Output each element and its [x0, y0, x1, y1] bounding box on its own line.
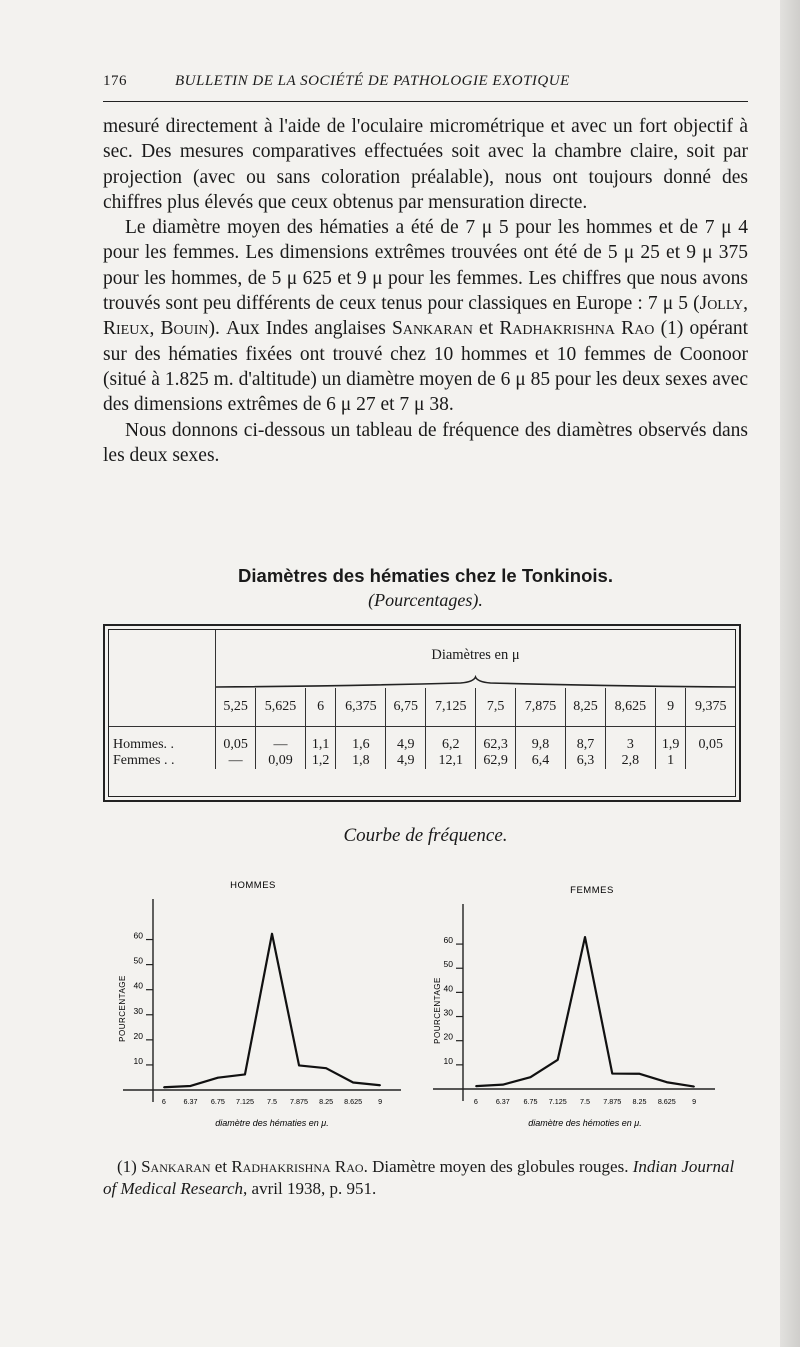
- table-cell: 2,8: [606, 753, 656, 769]
- x-tick-label: 7.5: [267, 1097, 277, 1106]
- table-group-header: Diamètres en μ: [431, 646, 520, 663]
- column-header: 9,375: [686, 688, 735, 726]
- paragraph-1: mesuré directement à l'aide de l'oculaire micrométrique et avec un fort objectif à sec. Des mesures comparatives effectuées soit avec la chambre claire, soit par projection (avec ou sans coloration préalable), nous ont toujours donné des chiffres plus élevés que ceux obtenus par mensuration directe.: [103, 116, 748, 213]
- table-cell: —: [256, 726, 306, 753]
- chart-hommes: [103, 872, 413, 1134]
- y-tick-label: 10: [133, 1055, 143, 1066]
- data-point: [352, 1082, 354, 1084]
- x-tick-label: 9: [378, 1097, 383, 1106]
- conjunction: et: [472, 318, 500, 340]
- y-tick-label: 50: [443, 959, 453, 970]
- column-header: 5,25: [216, 688, 256, 726]
- y-tick-label: 20: [443, 1031, 453, 1042]
- x-axis-label: diamètre des hémoties en μ.: [528, 1118, 642, 1128]
- column-header: 7,875: [516, 688, 566, 726]
- y-tick-label: 50: [133, 955, 143, 966]
- y-tick-label: 30: [133, 1005, 143, 1016]
- column-header: 7,5: [476, 688, 516, 726]
- author-bouin: Bouin: [160, 318, 209, 340]
- table-cell: 0,05: [686, 726, 735, 753]
- column-header: 6,375: [336, 688, 386, 726]
- footnote-author-rao: Radhakrishna Rao: [231, 1157, 364, 1176]
- data-point: [584, 936, 586, 938]
- y-axis-label: POURCENTAGE: [433, 977, 442, 1044]
- journal-title: BULLETIN DE LA SOCIÉTÉ DE PATHOLOGIE EXOTIQUE: [175, 73, 570, 89]
- data-point: [217, 1077, 219, 1079]
- row-label-hommes: Hommes. .: [113, 736, 175, 752]
- table-group-header-cell: [216, 630, 736, 688]
- y-tick-label: 20: [133, 1030, 143, 1041]
- y-tick-label: 30: [443, 1007, 453, 1018]
- x-tick-label: 7.875: [603, 1097, 622, 1106]
- x-tick-label: 8.625: [344, 1097, 363, 1106]
- column-header: 8,25: [565, 688, 605, 726]
- data-point: [611, 1073, 613, 1075]
- footnote-author-sankaran: Sankaran: [141, 1157, 211, 1176]
- paragraph-2: [103, 215, 748, 417]
- series-line: [476, 937, 694, 1087]
- chart-title: FEMMES: [570, 885, 614, 896]
- table-cell: 62,3: [476, 726, 516, 753]
- data-point: [530, 1076, 532, 1078]
- x-tick-label: 7.125: [548, 1097, 567, 1106]
- author-sankaran: Sankaran: [391, 318, 473, 340]
- data-point: [502, 1084, 504, 1086]
- series-line: [164, 934, 380, 1087]
- table-cell: 1,2: [305, 753, 336, 769]
- x-tick-label: 8.25: [319, 1097, 334, 1106]
- table-cell: 6,2: [426, 726, 476, 753]
- body-text: [103, 114, 748, 468]
- table-corner: [109, 688, 216, 726]
- footnote-number: (1): [117, 1157, 142, 1176]
- data-point: [379, 1084, 381, 1086]
- paragraph-2-part-c: (1) opérant sur des hématies fixées ont trouvé chez 10 hommes et 10 femmes de Coonoor (situé à 1.825 m. d'altitude) un diamètre moyen de 6 μ 85 pour les deux sexes avec des dimensions extrêmes de 6 μ 27 et 7 μ 38.: [103, 318, 749, 416]
- table-cell: 3: [606, 726, 656, 753]
- column-header: 6,75: [386, 688, 426, 726]
- chart-femmes: [420, 877, 720, 1134]
- frequency-table: [103, 624, 741, 802]
- y-tick-label: 60: [133, 930, 143, 941]
- data-point: [693, 1086, 695, 1088]
- table-cell: —: [216, 753, 256, 769]
- separator: ,: [149, 318, 161, 340]
- chart-title: HOMMES: [230, 880, 276, 891]
- author-rieux: Rieux: [103, 318, 150, 340]
- page-number: 176: [103, 73, 127, 89]
- y-axis-label: POURCENTAGE: [118, 975, 127, 1042]
- table-cell: 1,6: [336, 726, 386, 753]
- y-tick-label: 10: [443, 1055, 453, 1066]
- table-cell: 4,9: [386, 753, 426, 769]
- y-tick-label: 40: [133, 980, 143, 991]
- column-header: 5,625: [256, 688, 306, 726]
- data-point: [666, 1081, 668, 1083]
- table-cell: 8,7: [565, 726, 605, 753]
- table-cell: 1,8: [336, 753, 386, 769]
- data-point: [639, 1073, 641, 1075]
- x-tick-label: 6: [473, 1097, 478, 1106]
- author-jolly: Jolly: [699, 293, 744, 315]
- page-edge-shadow: [780, 0, 800, 1347]
- x-tick-label: 7.125: [235, 1097, 254, 1106]
- column-header: 9: [655, 688, 686, 726]
- x-tick-label: 6.75: [210, 1097, 225, 1106]
- x-tick-label: 7.875: [290, 1097, 309, 1106]
- table-cell: 62,9: [476, 753, 516, 769]
- brace: [216, 674, 735, 688]
- table-cell: 1,1: [305, 726, 336, 753]
- table-subtitle: (Pourcentages).: [368, 590, 483, 610]
- table-cell: 4,9: [386, 726, 426, 753]
- footnote-conjunction: et: [210, 1157, 232, 1176]
- column-header: 6: [305, 688, 336, 726]
- figure-caption: Courbe de fréquence.: [343, 825, 508, 846]
- table-cell: 0,09: [256, 753, 306, 769]
- data-point: [557, 1059, 559, 1061]
- column-header: 7,125: [426, 688, 476, 726]
- x-tick-label: 6.37: [183, 1097, 198, 1106]
- data-point: [163, 1086, 165, 1088]
- y-tick-label: 40: [443, 983, 453, 994]
- paragraph-2-part-b: ). Aux Indes anglaises: [208, 318, 392, 340]
- footnote-journal: Indian Journal of Medical Research: [103, 1157, 735, 1198]
- table-cell: 1,9: [655, 726, 686, 753]
- row-label-femmes: Femmes . .: [113, 752, 175, 768]
- table-cell: [686, 753, 735, 769]
- data-point: [190, 1085, 192, 1087]
- column-header: 8,625: [606, 688, 656, 726]
- table-cell: 6,3: [565, 753, 605, 769]
- table-cell: 9,8: [516, 726, 566, 753]
- paragraph-2-part-a: Le diamètre moyen des hématies a été de 7 μ 5 pour les hommes et de 7 μ 4 pour les femmes. Les dimensions extrêmes trouvées ont été de 5 μ 25 et 9 μ 375 pour les hommes, de 5 μ 625 et 9 μ pour les femmes. Les chiffres que nous avons trouvés sont peu différents de ceux tenus pour classiques en Europe : 7 μ 5 (: [103, 217, 748, 315]
- x-tick-label: 8.25: [632, 1097, 647, 1106]
- x-axis-label: diamètre des hématies en μ.: [215, 1118, 329, 1128]
- table-cell: 12,1: [426, 753, 476, 769]
- table-title: Diamètres des hématies chez le Tonkinois.: [238, 565, 613, 586]
- paragraph-3: Nous donnons ci-dessous un tableau de fréquence des diamètres observés dans les deux sexes.: [103, 419, 748, 466]
- data-point: [325, 1067, 327, 1069]
- header-rule: [103, 101, 748, 102]
- data-point: [271, 933, 273, 935]
- footnote: [103, 1156, 748, 1200]
- table-cell: 0,05: [216, 726, 256, 753]
- separator: ,: [743, 293, 748, 315]
- data-point: [475, 1085, 477, 1087]
- data-point: [298, 1065, 300, 1067]
- table-corner: [109, 630, 216, 688]
- x-tick-label: 8.625: [657, 1097, 676, 1106]
- x-tick-label: 6.75: [523, 1097, 538, 1106]
- x-tick-label: 6.37: [495, 1097, 510, 1106]
- x-tick-label: 6: [161, 1097, 166, 1106]
- footnote-text: . Diamètre moyen des globules rouges.: [363, 1157, 633, 1176]
- x-tick-label: 9: [692, 1097, 697, 1106]
- data-point: [244, 1074, 246, 1076]
- x-tick-label: 7.5: [580, 1097, 590, 1106]
- y-tick-label: 60: [443, 935, 453, 946]
- author-radhakrishna-rao: Radhakrishna Rao: [499, 318, 655, 340]
- footnote-rest: , avril 1938, p. 951.: [243, 1179, 377, 1198]
- table-cell: 6,4: [516, 753, 566, 769]
- table-cell: 1: [655, 753, 686, 769]
